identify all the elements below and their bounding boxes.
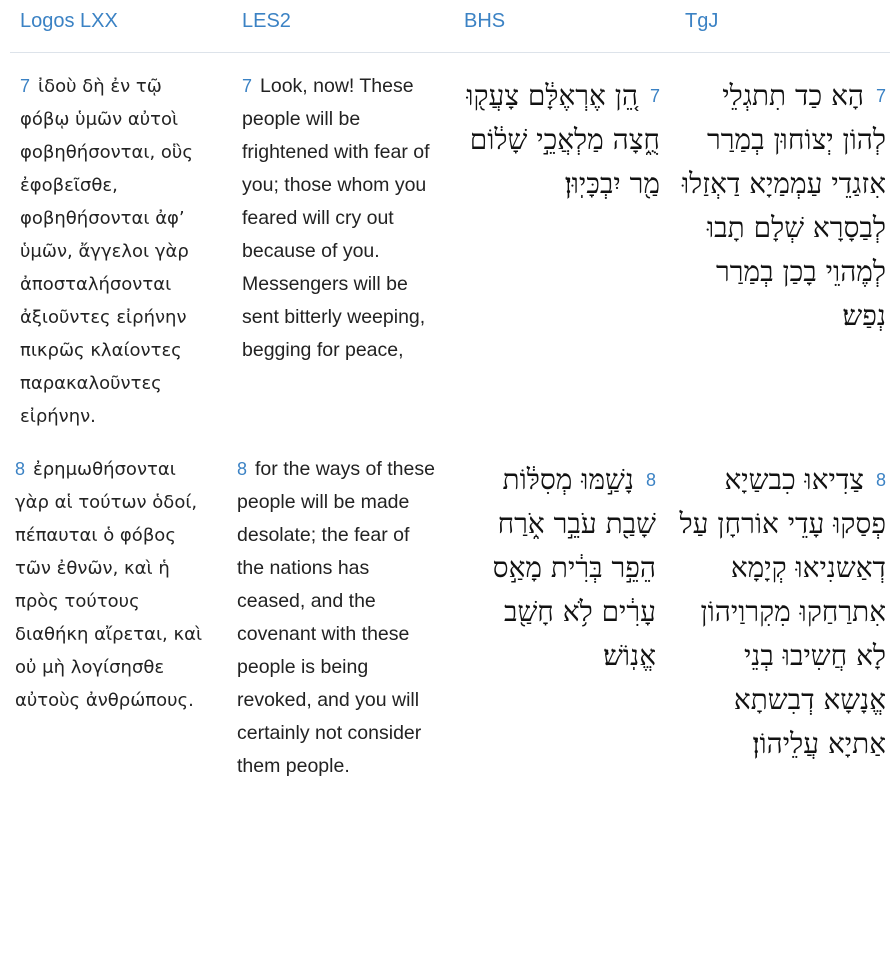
bhs-verse-text: נָשַׁ֣מּוּ מְסִלּ֔וֹת שָׁבַ֖ת עֹבֵ֣ר אֹ֑רַח הֵפֵ֣ר בְּרִ֔ית מָאַ֣ס עָרִ֔ים לֹ֥א חָשַׁ֖ב אֱנֽוֹשׁ׃ xyxy=(492,463,656,672)
header-les2[interactable]: LES2 xyxy=(242,10,291,32)
tgj-verse-text: צַדִיאוּ כִבשַיָא פְסַקוּ עָדֵי אוֹרחָן עַל דְאַשנִיאוּ קְיָמָא אִתרַחַקוּ מִקִרוַיהוֹן לָא חֲשִיבוּ בְנֵי אֱנָשָא דְבִשתָא אַתיָא עֲלֵיהוֹן׃ xyxy=(679,463,886,760)
header-tgj[interactable]: TgJ xyxy=(685,10,719,32)
les2-verse-text: for the ways of these people will be made desolate; the fear of the nations has ceased, and the covenant with these people is being revoked, and you will certainly not consider them people. xyxy=(237,458,435,777)
tgj-verse-8 xyxy=(676,458,886,766)
bhs-verse-7 xyxy=(464,74,660,206)
verse-number-link[interactable]: 8 xyxy=(15,459,26,479)
les2-verse-7 xyxy=(242,70,442,367)
lxx-verse-7 xyxy=(20,70,216,433)
lxx-verse-8 xyxy=(15,453,215,717)
tgj-verse-text: הָא כַד תִתגְלֵי לְהוֹן יְצוֹחוּן בְמַרַר אִזגַדֵי עַמְמַיָא דַאְזַלוּ לְבַסָרָא שְׁלָם תָבוּ לְמֶהוֵי בָכַן בְמַרַר נְפַש׃ xyxy=(682,79,886,332)
verse-number-link[interactable]: 7 xyxy=(242,76,253,96)
verse-number-link[interactable]: 8 xyxy=(237,459,248,479)
header-logos-lxx[interactable]: Logos LXX xyxy=(20,10,118,32)
bhs-verse-text: הֵ֚ן אֶרְאֶלָּ֔ם צָעֲק֖וּ חֻ֑צָה מַלְאֲכֵ֣י שָׁל֔וֹם מַ֖ר יִבְכָּיֽוּן׃ xyxy=(466,79,660,200)
verse-number-link[interactable]: 7 xyxy=(20,76,31,96)
column-header-row xyxy=(10,0,890,53)
verse-number-link[interactable]: 8 xyxy=(645,470,656,490)
tgj-verse-7 xyxy=(676,74,886,338)
les2-verse-text: Look, now! These people will be frightened with fear of you; those whom you feared will cry out because of you. Messengers will be sent bitterly weeping, begging for peace, xyxy=(242,75,430,361)
bhs-verse-8 xyxy=(460,458,656,678)
verse-number-link[interactable]: 8 xyxy=(875,470,886,490)
header-bhs[interactable]: BHS xyxy=(464,10,506,32)
lxx-verse-text: ἰδοὺ δὴ ἐν τῷ φόβῳ ὑμῶν αὐτοὶ φοβηθήσονται, οὓς ἐφοβεῖσθε, φοβηθήσονται ἀφ’ ὑμῶν, ἄγγελοι γὰρ ἀποσταλήσονται ἀξιοῦντες εἰρήνην πικρῶς κλαίοντες παρακαλοῦντες εἰρήνην. xyxy=(20,76,193,427)
les2-verse-8 xyxy=(237,453,437,783)
lxx-verse-text: ἐρημωθήσονται γὰρ αἱ τούτων ὁδοί, πέπαυται ὁ φόβος τῶν ἐθνῶν, καὶ ἡ πρὸς τούτους διαθήκη αἴρεται, καὶ οὐ μὴ λογίσησθε αὐτοὺς ἀνθρώπους. xyxy=(15,459,203,711)
verse-number-link[interactable]: 7 xyxy=(649,86,660,106)
verse-number-link[interactable]: 7 xyxy=(875,86,886,106)
